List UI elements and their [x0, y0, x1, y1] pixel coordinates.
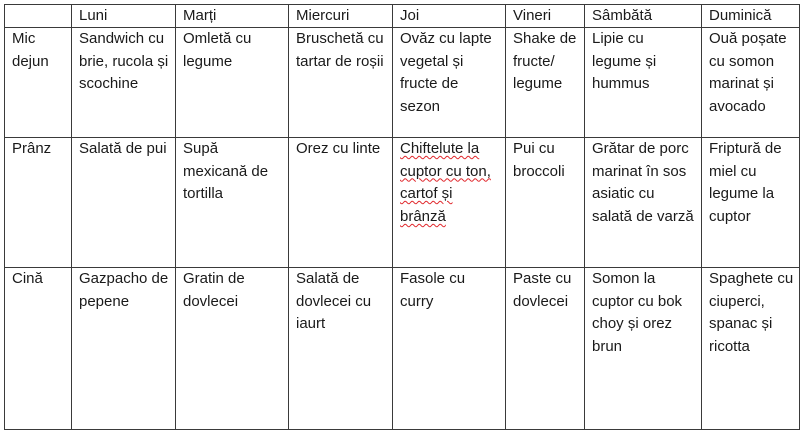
meal-cell[interactable]: Supă mexicană de tortilla: [176, 138, 289, 268]
meal-cell[interactable]: Shake de fructe/ legume: [506, 28, 585, 138]
meal-cell[interactable]: Salată de pui: [72, 138, 176, 268]
meal-cell[interactable]: Ouă poșate cu somon marinat și avocado: [702, 28, 800, 138]
corner-cell[interactable]: [5, 5, 72, 28]
meal-cell[interactable]: Pui cu broccoli: [506, 138, 585, 268]
meal-label[interactable]: Prânz: [5, 138, 72, 268]
day-header-sambata[interactable]: Sâmbătă: [585, 5, 702, 28]
meal-cell[interactable]: Gazpacho de pepene: [72, 268, 176, 430]
meal-cell[interactable]: Somon la cuptor cu bok choy și orez brun: [585, 268, 702, 430]
meal-cell[interactable]: Bruschetă cu tartar de roșii: [289, 28, 393, 138]
meal-cell[interactable]: Spaghete cu ciuperci, spanac și ricotta: [702, 268, 800, 430]
meal-cell[interactable]: Gratin de dovlecei: [176, 268, 289, 430]
meal-cell[interactable]: Friptură de miel cu legume la cuptor: [702, 138, 800, 268]
day-header-luni[interactable]: Luni: [72, 5, 176, 28]
meal-cell[interactable]: Ovăz cu lapte vegetal și fructe de sezon: [393, 28, 506, 138]
day-header-marti[interactable]: Marți: [176, 5, 289, 28]
meal-row-pranz: [5, 138, 800, 268]
meal-cell[interactable]: Fasole cu curry: [393, 268, 506, 430]
meal-cell[interactable]: Omletă cu legume: [176, 28, 289, 138]
day-header-duminica[interactable]: Duminică: [702, 5, 800, 28]
meal-cell[interactable]: Sandwich cu brie, rucola și scochine: [72, 28, 176, 138]
day-header-joi[interactable]: Joi: [393, 5, 506, 28]
meal-label[interactable]: Mic dejun: [5, 28, 72, 138]
meal-label[interactable]: Cină: [5, 268, 72, 430]
meal-cell[interactable]: Grătar de porc marinat în sos asiatic cu salată de varză: [585, 138, 702, 268]
meal-row-cina: [5, 268, 800, 430]
meal-cell[interactable]: Orez cu linte: [289, 138, 393, 268]
meal-cell[interactable]: Salată de dovlecei cu iaurt: [289, 268, 393, 430]
meal-cell[interactable]: Chiftelute la cuptor cu ton, cartof și brânză: [393, 138, 506, 268]
meal-cell[interactable]: Paste cu dovlecei: [506, 268, 585, 430]
header-row: [5, 5, 800, 28]
meal-row-mic-dejun: [5, 28, 800, 138]
meal-plan-table: [4, 4, 800, 430]
day-header-vineri[interactable]: Vineri: [506, 5, 585, 28]
meal-cell[interactable]: Lipie cu legume și hummus: [585, 28, 702, 138]
day-header-miercuri[interactable]: Miercuri: [289, 5, 393, 28]
